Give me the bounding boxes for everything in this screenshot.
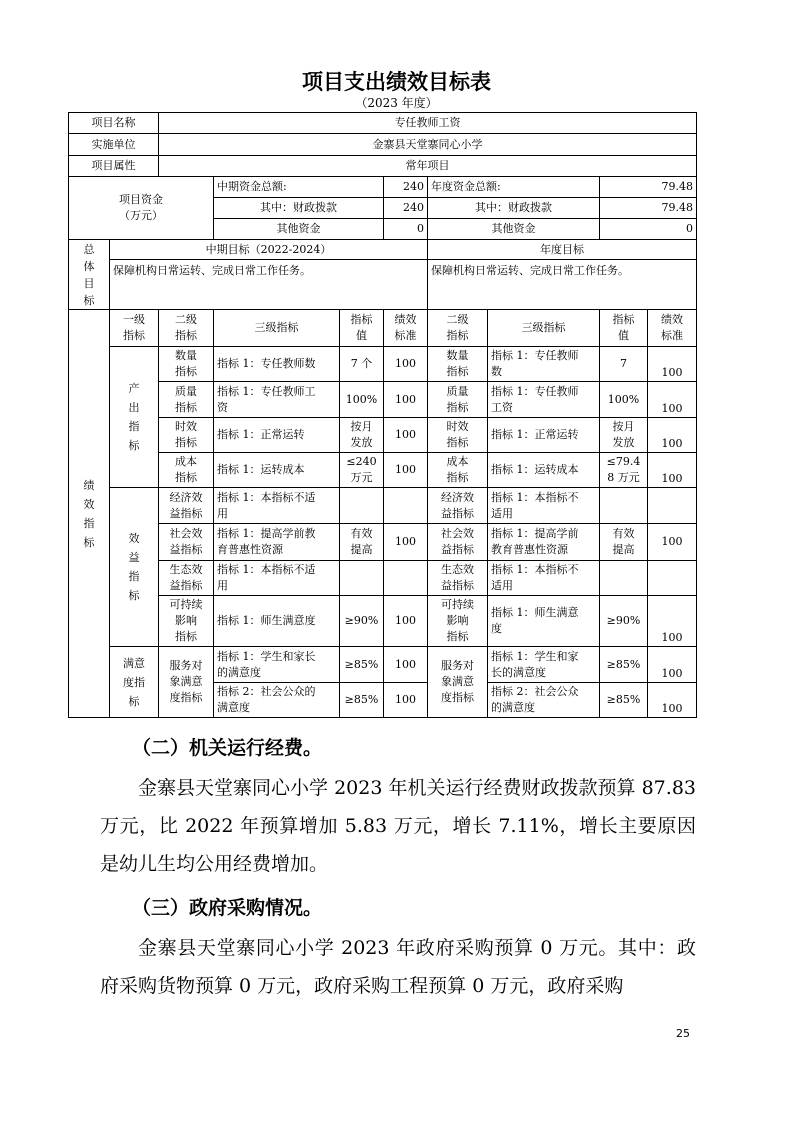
sat1-yval: ≥85% [600, 647, 648, 683]
sus-l3: 指标 1：师生满意度 [214, 596, 340, 647]
table-title: 项目支出绩效目标表 [302, 69, 491, 94]
year-header-level2: 二级 指标 [428, 310, 488, 347]
header-level1: 一级 指标 [110, 310, 159, 347]
overall-goal-label: 总 体 目 标 [69, 240, 110, 310]
mid-fiscal-label: 其中：财政拨款 [214, 198, 384, 219]
qual-yval: 100% [600, 382, 648, 418]
sus-ystd: 100 [648, 596, 697, 647]
year-other-label: 其他资金 [428, 219, 600, 240]
satisfaction-indicator-label: 满意 度指 标 [110, 647, 159, 718]
year-goal-header: 年度目标 [428, 240, 697, 260]
soc-yl2: 社会效 益指标 [428, 524, 488, 561]
attr-label: 项目属性 [69, 156, 159, 177]
qual-yl2: 质量 指标 [428, 382, 488, 418]
qty-l3: 指标 1：专任教师数 [214, 347, 340, 382]
sat2-l3: 指标 2：社会公众的 满意度 [214, 683, 340, 718]
attr-value: 常年项目 [159, 156, 697, 177]
qual-std: 100 [384, 382, 428, 418]
sat1-val: ≥85% [340, 647, 384, 683]
soc-std: 100 [384, 524, 428, 561]
soc-yval: 有效 提高 [600, 524, 648, 561]
mid-goal-text: 保障机构日常运转、完成日常工作任务。 [110, 260, 428, 310]
qty-ystd: 100 [648, 347, 697, 382]
year-header-standard: 绩效 标准 [648, 310, 697, 347]
sat1-ystd: 100 [648, 647, 697, 683]
project-name-value: 专任教师工资 [159, 113, 697, 134]
mid-goal-header: 中期目标（2022-2024） [110, 240, 428, 260]
econ-l2: 经济效 益指标 [159, 488, 214, 524]
eco-yl3: 指标 1：本指标不 适用 [488, 561, 600, 596]
time-yl2: 时效 指标 [428, 418, 488, 453]
cost-std: 100 [384, 453, 428, 488]
cost-val: ≤240 万元 [340, 453, 384, 488]
year-other-value: 0 [600, 219, 697, 240]
year-goal-text: 保障机构日常运转、完成日常工作任务。 [428, 260, 697, 310]
eco-l3: 指标 1：本指标不适 用 [214, 561, 340, 596]
eco-ystd [648, 561, 697, 596]
project-name-label: 项目名称 [69, 113, 159, 134]
mid-total-label: 中期资金总额: [214, 177, 384, 198]
mid-total-value: 240 [384, 177, 428, 198]
sat-l2: 服务对 象满意 度指标 [159, 647, 214, 718]
qual-yl3: 指标 1：专任教师 工资 [488, 382, 600, 418]
sat2-yval: ≥85% [600, 683, 648, 718]
sat1-yl3: 指标 1：学生和家 长的满意度 [488, 647, 600, 683]
header-level3: 三级指标 [214, 310, 340, 347]
year-fiscal-value: 79.48 [600, 198, 697, 219]
section2-heading: （二）机关运行经费。 [132, 737, 323, 759]
performance-goal-table [68, 112, 697, 718]
qty-yval: 7 [600, 347, 648, 382]
qty-yl2: 数量 指标 [428, 347, 488, 382]
time-l2: 时效 指标 [159, 418, 214, 453]
perf-indicator-label: 绩 效 指 标 [69, 310, 110, 718]
qty-val: 7 个 [340, 347, 384, 382]
unit-value: 金寨县天堂寨同心小学 [159, 134, 697, 156]
econ-yl3: 指标 1：本指标不 适用 [488, 488, 600, 524]
mid-other-value: 0 [384, 219, 428, 240]
sat1-l3: 指标 1：学生和家长 的满意度 [214, 647, 340, 683]
econ-yval [600, 488, 648, 524]
header-level2: 二级 指标 [159, 310, 214, 347]
time-ystd: 100 [648, 418, 697, 453]
soc-yl3: 指标 1：提高学前 教育普惠性资源 [488, 524, 600, 561]
soc-l3: 指标 1：提高学前教 育普惠性资源 [214, 524, 340, 561]
econ-ystd [648, 488, 697, 524]
time-yl3: 指标 1：正常运转 [488, 418, 600, 453]
sat1-std: 100 [384, 647, 428, 683]
sat2-yl3: 指标 2：社会公众 的满意度 [488, 683, 600, 718]
section2-text: 金寨县天堂寨同心小学 2023 年机关运行经费财政拨款预算 87.83 万元，比 2022 年预算增加 5.83 万元，增长 7.11%，增长主要原因是幼儿生均公用经费增加。 [100, 777, 696, 875]
qty-l2: 数量 指标 [159, 347, 214, 382]
sus-yl3: 指标 1：师生满意 度 [488, 596, 600, 647]
page-number: 25 [676, 1027, 690, 1040]
qual-val: 100% [340, 382, 384, 418]
soc-val: 有效 提高 [340, 524, 384, 561]
cost-yl3: 指标 1：运转成本 [488, 453, 600, 488]
cost-ystd: 100 [648, 453, 697, 488]
eco-yl2: 生态效 益指标 [428, 561, 488, 596]
econ-l3: 指标 1：本指标不适 用 [214, 488, 340, 524]
econ-std [384, 488, 428, 524]
soc-l2: 社会效 益指标 [159, 524, 214, 561]
time-val: 按月 发放 [340, 418, 384, 453]
qty-std: 100 [384, 347, 428, 382]
eco-val [340, 561, 384, 596]
cost-yval: ≤79.4 8 万元 [600, 453, 648, 488]
header-value: 指标 值 [340, 310, 384, 347]
time-std: 100 [384, 418, 428, 453]
cost-yl2: 成本 指标 [428, 453, 488, 488]
year-total-label: 年度资金总额: [428, 177, 600, 198]
qual-ystd: 100 [648, 382, 697, 418]
sat2-val: ≥85% [340, 683, 384, 718]
benefit-indicator-label: 效 益 指 标 [110, 488, 159, 647]
eco-l2: 生态效 益指标 [159, 561, 214, 596]
table-year: （2023 年度） [355, 96, 438, 110]
mid-other-label: 其他资金 [214, 219, 384, 240]
cost-l3: 指标 1：运转成本 [214, 453, 340, 488]
section3-text: 金寨县天堂寨同心小学 2023 年政府采购预算 0 万元。其中：政府采购货物预算 0 万元，政府采购工程预算 0 万元，政府采购 [100, 937, 696, 997]
soc-ystd: 100 [648, 524, 697, 561]
cost-l2: 成本 指标 [159, 453, 214, 488]
sus-std: 100 [384, 596, 428, 647]
funds-label: 项目资金 （万元） [69, 177, 214, 240]
section3-heading: （三）政府采购情况。 [132, 897, 323, 919]
qual-l2: 质量 指标 [159, 382, 214, 418]
sat2-std: 100 [384, 683, 428, 718]
sat2-ystd: 100 [648, 683, 697, 718]
unit-label: 实施单位 [69, 134, 159, 156]
sat-yl2: 服务对 象满意 度指标 [428, 647, 488, 718]
sus-val: ≥90% [340, 596, 384, 647]
year-fiscal-label: 其中：财政拨款 [428, 198, 600, 219]
sus-l2: 可持续 影响 指标 [159, 596, 214, 647]
qual-l3: 指标 1：专任教师工 资 [214, 382, 340, 418]
time-yval: 按月 发放 [600, 418, 648, 453]
output-indicator-label: 产 出 指 标 [110, 347, 159, 488]
year-total-value: 79.48 [600, 177, 697, 198]
sus-yl2: 可持续 影响 指标 [428, 596, 488, 647]
econ-yl2: 经济效 益指标 [428, 488, 488, 524]
qty-yl3: 指标 1：专任教师 数 [488, 347, 600, 382]
year-header-value: 指标 值 [600, 310, 648, 347]
header-standard: 绩效 标准 [384, 310, 428, 347]
econ-val [340, 488, 384, 524]
time-l3: 指标 1：正常运转 [214, 418, 340, 453]
eco-std [384, 561, 428, 596]
mid-fiscal-value: 240 [384, 198, 428, 219]
year-header-level3: 三级指标 [488, 310, 600, 347]
eco-yval [600, 561, 648, 596]
sus-yval: ≥90% [600, 596, 648, 647]
